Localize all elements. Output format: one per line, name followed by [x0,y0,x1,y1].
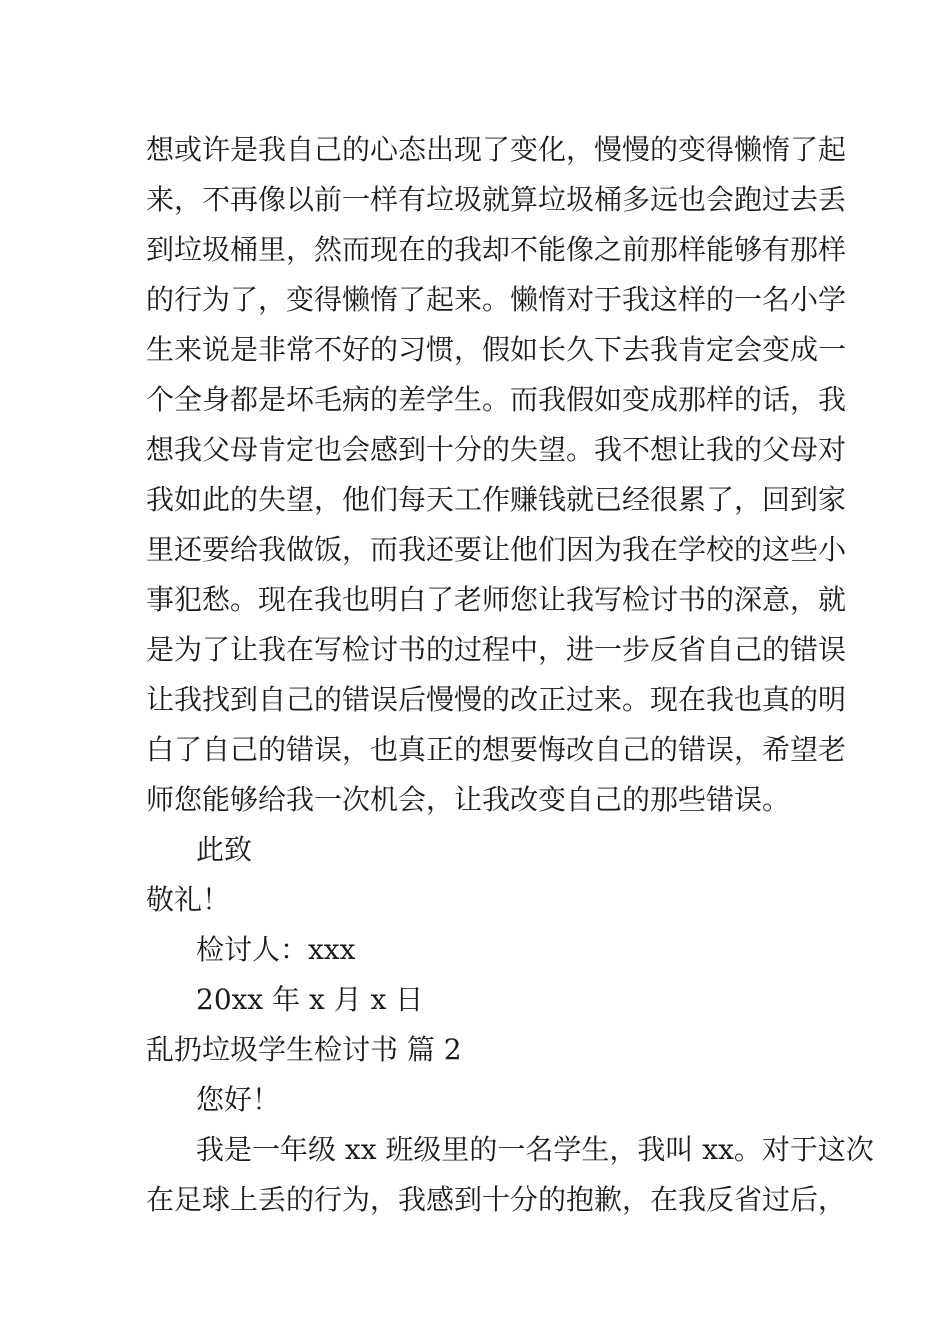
paragraph-line: 的行为了，变得懒惰了起来。懒惰对于我这样的一名小学 [146,283,847,316]
closing-salutation: 此致 [196,833,253,866]
paragraph-line: 生来说是非常不好的习惯，假如长久下去我肯定会变成一 [146,333,847,366]
paragraph-line: 里还要给我做饭，而我还要让他们因为我在学校的这些小 [146,533,847,566]
section-heading: 乱扔垃圾学生检讨书 篇 2 [146,1033,462,1066]
greeting-line: 您好！ [196,1083,281,1116]
closing-respect: 敬礼！ [146,883,231,916]
paragraph-line: 到垃圾桶里，然而现在的我却不能像之前那样能够有那样 [146,233,847,266]
paragraph-line: 白了自己的错误，也真正的想要悔改自己的错误，希望老 [146,733,847,766]
paragraph-line: 来，不再像以前一样有垃圾就算垃圾桶多远也会跑过去丢 [146,183,847,216]
paragraph-line: 我如此的失望，他们每天工作赚钱就已经很累了，回到家 [146,483,847,516]
signer-line: 检讨人：xxx [196,933,356,966]
paragraph-line: 我是一年级 xx 班级里的一名学生，我叫 xx。对于这次 [196,1133,874,1166]
paragraph-line: 是为了让我在写检讨书的过程中，进一步反省自己的错误 [146,633,847,666]
paragraph-line: 个全身都是坏毛病的差学生。而我假如变成那样的话，我 [146,383,847,416]
paragraph-line: 想我父母肯定也会感到十分的失望。我不想让我的父母对 [146,433,847,466]
paragraph-line: 事犯愁。现在我也明白了老师您让我写检讨书的深意，就 [146,583,847,616]
paragraph-line: 师您能够给我一次机会，让我改变自己的那些错误。 [146,783,791,816]
paragraph-line: 在足球上丢的行为，我感到十分的抱歉，在我反省过后， [146,1183,847,1216]
paragraph-line: 让我找到自己的错误后慢慢的改正过来。现在我也真的明 [146,683,847,716]
document-body [146,125,874,1225]
date-line: 20xx 年 x 月 x 日 [196,983,424,1016]
paragraph-line: 想或许是我自己的心态出现了变化，慢慢的变得懒惰了起 [146,133,847,166]
